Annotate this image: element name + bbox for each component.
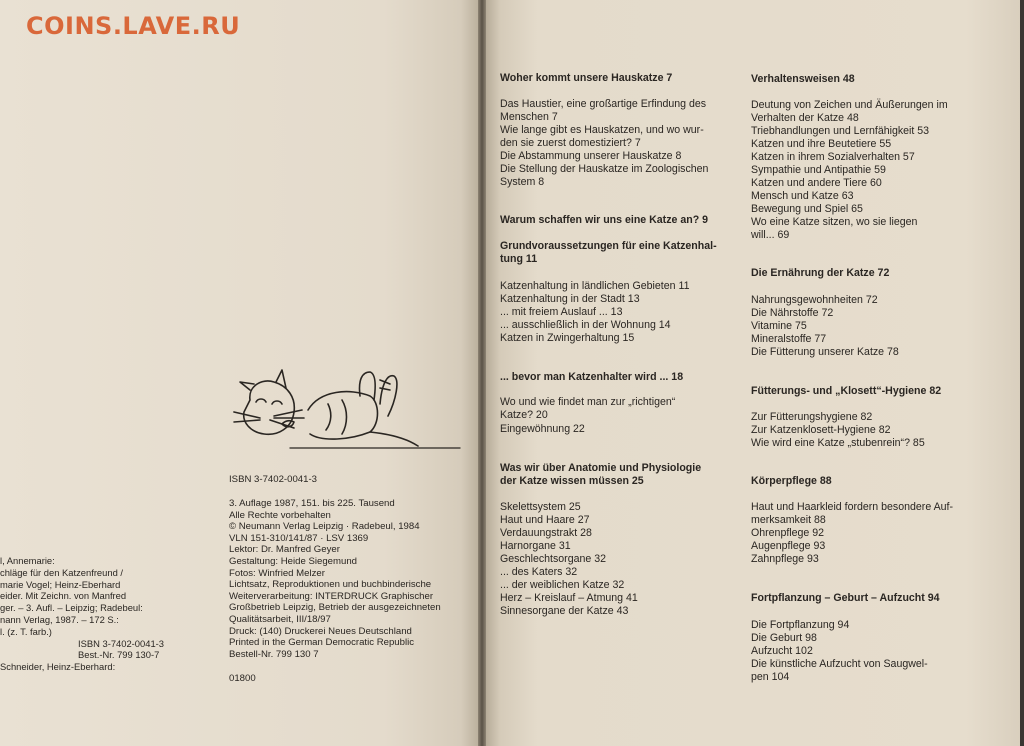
toc-entry: merksamkeit 88: [751, 514, 826, 526]
colophon-line: VLN 151-310/141/87 · LSV 1369: [229, 532, 369, 544]
toc-entry: Wie lange gibt es Hauskatzen, und wo wur-: [500, 124, 704, 136]
cat-tail: [370, 432, 418, 446]
toc-entry: Katzen und ihre Beutetiere 55: [751, 138, 892, 150]
toc-entry: Nahrungsgewohnheiten 72: [751, 294, 878, 306]
toc-entry: ... der weiblichen Katze 32: [500, 579, 625, 591]
toc-chapter-heading: ... bevor man Katzenhalter wird ... 18: [500, 371, 684, 383]
toc-entry: Katzenhaltung in ländlichen Gebieten 11: [500, 280, 690, 292]
toc-entry: Wo und wie findet man zur „richtigen“: [500, 396, 676, 408]
toc-entry: Mineralstoffe 77: [751, 333, 827, 345]
toc-entry: den sie zuerst domestiziert? 7: [500, 137, 641, 149]
toc-entry: Mensch und Katze 63: [751, 190, 854, 202]
bibliography-line: Schneider, Heinz-Eberhard:: [0, 661, 116, 672]
toc-entry: Haut und Haarkleid fordern besondere Auf-: [751, 501, 953, 513]
toc-entry: Katzenhaltung in der Stadt 13: [500, 293, 640, 305]
colophon-line: Großbetrieb Leipzig, Betrieb der ausgezeichneten: [229, 602, 441, 614]
toc-entry: ... ausschließlich in der Wohnung 14: [500, 319, 671, 331]
toc-entry: Wie wird eine Katze „stubenrein“? 85: [751, 437, 925, 449]
toc-entry: Geschlechtsorgane 32: [500, 553, 607, 565]
toc-entry: Ohrenpflege 92: [751, 527, 825, 539]
toc-entry: Die Stellung der Hauskatze im Zoologischen: [500, 163, 709, 175]
bibliography-line: marie Vogel; Heinz-Eberhard: [0, 579, 121, 590]
colophon-line: 3. Auflage 1987, 151. bis 225. Tausend: [229, 498, 395, 509]
toc-entry: Sympathie und Antipathie 59: [751, 164, 886, 176]
cat-stripes: [326, 380, 390, 434]
toc-entry: Augenpflege 93: [751, 540, 826, 552]
toc-chapter-heading: Warum schaffen wir uns eine Katze an? 9: [500, 214, 709, 226]
toc-entry: Das Haustier, eine großartige Erfindung des: [500, 98, 707, 110]
toc-chapter-heading: Fütterungs- und „Klosett“-Hygiene 82: [751, 385, 942, 397]
toc-entry: pen 104: [751, 671, 790, 683]
toc-chapter-heading: Körperpflege 88: [751, 475, 832, 487]
toc-entry: Zahnpflege 93: [751, 553, 819, 565]
bibliography-line: nann Verlag, 1987. – 172 S.:: [0, 614, 119, 625]
toc-entry: Die Fütterung unserer Katze 78: [751, 346, 899, 358]
toc-entry: Deutung von Zeichen und Äußerungen im: [751, 99, 948, 111]
toc-chapter-heading: Verhaltensweisen 48: [751, 73, 855, 85]
toc-entry: Verdauungstrakt 28: [500, 527, 592, 539]
colophon-line: Druck: (140) Druckerei Neues Deutschland: [229, 625, 412, 637]
colophon-line: Bestell-Nr. 799 130 7: [229, 648, 319, 660]
toc-entry: Katzen und andere Tiere 60: [751, 177, 882, 189]
bibliography-line: chläge für den Katzenfreund /: [0, 567, 124, 578]
colophon-line: Alle Rechte vorbehalten: [229, 509, 331, 521]
book-gutter: [478, 0, 486, 746]
bibliography-line: ger. – 3. Aufl. – Leipzig; Radebeul:: [0, 602, 143, 613]
colophon-line: Printed in the German Democratic Republic: [229, 637, 415, 649]
toc-entry: Herz – Kreislauf – Atmung 41: [500, 592, 638, 604]
watermark: COINS.LAVE.RU: [26, 12, 241, 40]
toc-chapter-heading: Woher kommt unsere Hauskatze 7: [500, 72, 673, 84]
cat-eye-right: [272, 401, 282, 404]
cat-eye-left: [256, 399, 266, 402]
toc-chapter-heading: Fortpflanzung – Geburt – Aufzucht 94: [751, 592, 940, 604]
toc-entry: Zur Katzenklosett-Hygiene 82: [751, 424, 891, 436]
toc-entry: Vitamine 75: [751, 320, 807, 332]
colophon-line: Fotos: Winfried Melzer: [229, 567, 325, 579]
bibliography-line: ISBN 3-7402-0041-3: [78, 638, 164, 649]
bibliography-line: l. (z. T. farb.): [0, 626, 52, 637]
toc-entry: Triebhandlungen und Lernfähigkeit 53: [751, 125, 930, 137]
toc-entry: Menschen 7: [500, 111, 558, 123]
colophon-line: Lichtsatz, Reproduktionen und buchbinderische: [229, 579, 432, 591]
toc-entry: Die künstliche Aufzucht von Saugwel-: [751, 658, 928, 670]
colophon-line: Weiterverarbeitung: INTERDRUCK Graphischer: [229, 590, 434, 602]
toc-chapter-heading: Die Ernährung der Katze 72: [751, 267, 890, 279]
bibliography-line: Best.-Nr. 799 130-7: [78, 649, 160, 660]
toc-chapter-heading: Was wir über Anatomie und Physiologie: [500, 462, 702, 474]
toc-entry: Eingewöhnung 22: [500, 423, 585, 435]
toc-entry: Harnorgane 31: [500, 540, 571, 552]
toc-entry: Bewegung und Spiel 65: [751, 203, 863, 215]
bibliography-line: eider. Mit Zeichn. von Manfred: [0, 590, 127, 601]
toc-chapter-heading: Grundvoraussetzungen für eine Katzenhal-: [500, 240, 717, 252]
toc-entry: Wo eine Katze sitzen, wo sie liegen: [751, 216, 918, 228]
toc-entry: Die Fortpflanzung 94: [751, 619, 850, 631]
colophon-line: Gestaltung: Heide Siegemund: [229, 556, 357, 567]
toc-entry: ... des Katers 32: [500, 566, 578, 578]
colophon-line: Qualitätsarbeit, III/18/97: [229, 614, 331, 625]
isbn-number: ISBN 3-7402-0041-3: [229, 474, 317, 485]
print-code: 01800: [229, 673, 256, 684]
toc-entry: Aufzucht 102: [751, 645, 813, 657]
toc-entry: Zur Fütterungshygiene 82: [751, 411, 873, 423]
toc-entry: will... 69: [751, 229, 790, 241]
toc-entry: Verhalten der Katze 48: [751, 112, 859, 124]
toc-entry: Haut und Haare 27: [500, 514, 590, 526]
toc-chapter-heading: tung 11: [500, 253, 538, 265]
colophon-line: © Neumann Verlag Leipzig · Radebeul, 1984: [229, 521, 420, 533]
toc-entry: Die Abstammung unserer Hauskatze 8: [500, 150, 682, 162]
cat-illustration: [230, 360, 462, 460]
toc-entry: Katze? 20: [500, 409, 548, 421]
toc-entry: System 8: [500, 176, 545, 188]
toc-entry: Katzen in Zwingerhaltung 15: [500, 332, 635, 344]
toc-entry: Sinnesorgane der Katze 43: [500, 605, 629, 617]
toc-entry: Die Nährstoffe 72: [751, 307, 834, 319]
toc-entry: Skelettsystem 25: [500, 501, 581, 513]
toc-entry: Die Geburt 98: [751, 632, 817, 644]
toc-entry: Katzen in ihrem Sozialverhalten 57: [751, 151, 915, 163]
colophon-line: Lektor: Dr. Manfred Geyer: [229, 544, 340, 556]
bibliography-line: l, Annemarie:: [0, 555, 55, 566]
toc-entry: ... mit freiem Auslauf ... 13: [500, 306, 623, 318]
toc-chapter-heading: der Katze wissen müssen 25: [500, 475, 644, 487]
